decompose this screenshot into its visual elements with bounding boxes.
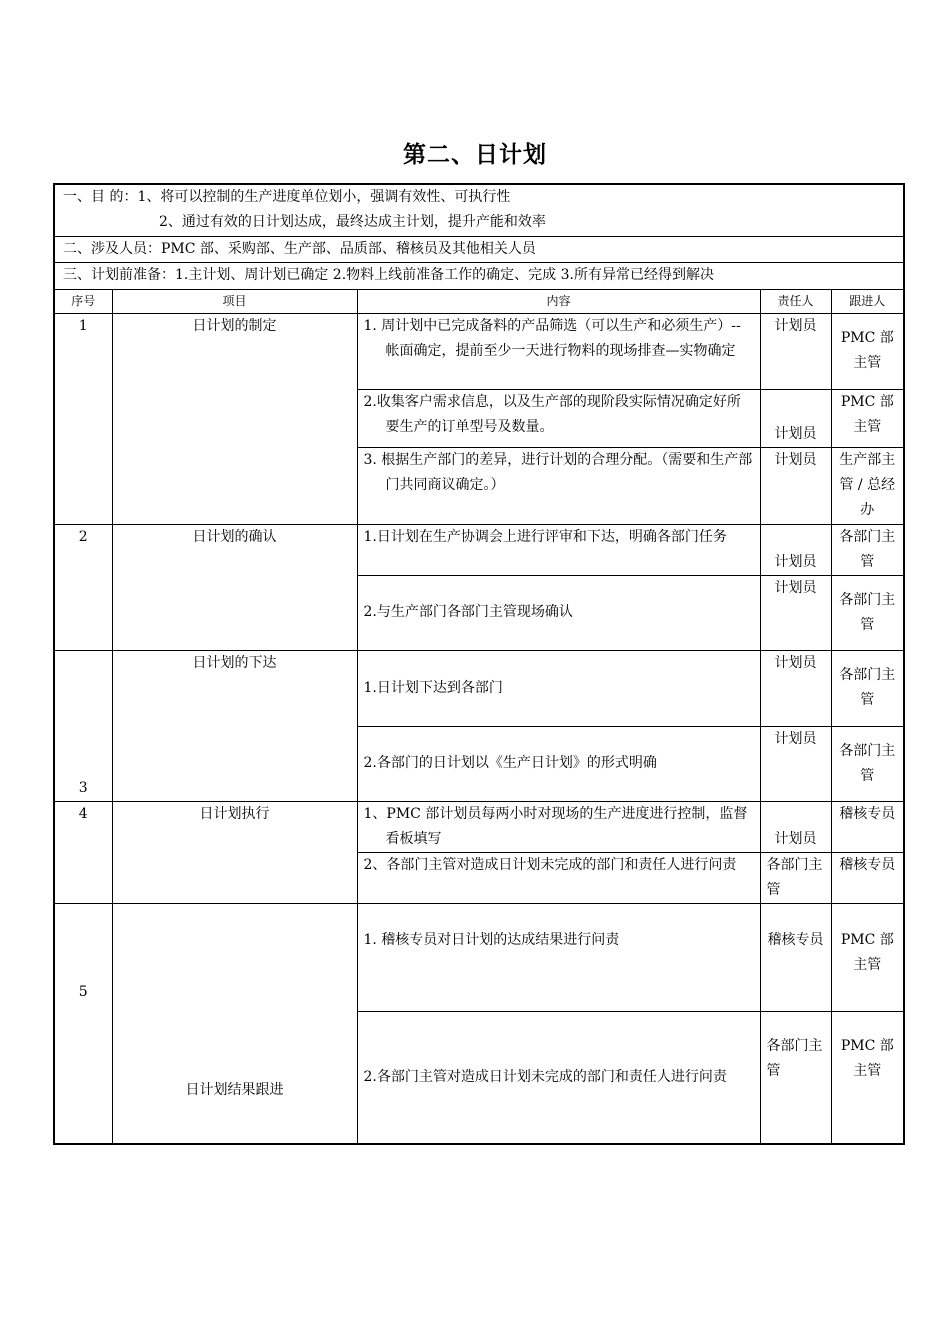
row-follow-up: 各部门主管 <box>831 524 904 575</box>
table-row <box>54 650 904 726</box>
row-follow-up: PMC 部主管 <box>831 903 904 1011</box>
row-seq: 3 <box>54 650 112 801</box>
row-responsible: 计划员 <box>760 313 831 389</box>
row-item: 日计划结果跟进 <box>112 903 357 1144</box>
row-content <box>357 903 760 1011</box>
row-follow-up: 各部门主管 <box>831 650 904 726</box>
row-seq: 1 <box>54 313 112 524</box>
header-item: 项目 <box>112 289 357 313</box>
row-responsible: 计划员 <box>760 389 831 447</box>
row-item: 日计划执行 <box>112 801 357 903</box>
row-follow-up: 稽核专员 <box>831 801 904 852</box>
row-responsible: 计划员 <box>760 650 831 726</box>
row-responsible: 计划员 <box>760 575 831 650</box>
row-follow-up: PMC 部主管 <box>831 1011 904 1144</box>
row-content <box>357 801 760 852</box>
row-content <box>357 389 760 447</box>
row-content <box>357 726 760 801</box>
table-row <box>54 903 904 1011</box>
preparation-cell: 三、计划前准备：1.主计划、周计划已确定 2.物料上线前准备工作的确定、完成 3.所有异常已经得到解决 <box>54 262 904 289</box>
row-content-text: 3. 根据生产部门的差异，进行计划的合理分配。（需要和生产部门共同商议确定。） <box>363 451 753 493</box>
header-seq: 序号 <box>54 289 112 313</box>
personnel-cell: 二、涉及人员：PMC 部、采购部、生产部、品质部、稽核员及其他相关人员 <box>54 236 904 262</box>
row-follow-up: 稽核专员 <box>831 852 904 903</box>
row-content <box>357 852 760 903</box>
row-seq: 4 <box>54 801 112 903</box>
daily-plan-table <box>53 183 905 1145</box>
header-responsible: 责任人 <box>760 289 831 313</box>
header-content: 内容 <box>357 289 760 313</box>
row-responsible: 计划员 <box>760 524 831 575</box>
row-content <box>357 575 760 650</box>
purpose-row <box>54 184 904 236</box>
row-content-text: 2.与生产部门各部门主管现场确认 <box>363 604 573 620</box>
row-seq: 5 <box>54 903 112 1144</box>
personnel-row <box>54 236 904 262</box>
purpose-cell <box>54 184 904 236</box>
row-content-text: 2.各部门的日计划以《生产日计划》的形式明确 <box>363 755 657 771</box>
preparation-row <box>54 262 904 289</box>
row-content-text: 1.日计划下达到各部门 <box>363 679 503 696</box>
row-item: 日计划的下达 <box>112 650 357 801</box>
row-responsible: 计划员 <box>760 801 831 852</box>
row-responsible: 各部门主管 <box>760 1011 831 1144</box>
row-responsible: 稽核专员 <box>760 903 831 1011</box>
table-header-row <box>54 289 904 313</box>
header-follow-up: 跟进人 <box>831 289 904 313</box>
row-seq: 2 <box>54 524 112 650</box>
row-content-text: 1、PMC 部计划员每两小时对现场的生产进度进行控制，监督看板填写 <box>363 805 748 847</box>
row-responsible: 计划员 <box>760 726 831 801</box>
row-content <box>357 447 760 524</box>
row-content <box>357 524 760 575</box>
row-follow-up: PMC 部主管 <box>831 313 904 389</box>
row-content-text: 2.各部门主管对造成日计划未完成的部门和责任人进行问责 <box>363 1068 727 1085</box>
row-content-text: 1. 周计划中已完成备料的产品筛选（可以生产和必须生产）--帐面确定，提前至少一天进行物料的现场排查—实物确定 <box>363 317 741 359</box>
row-content-text: 1.日计划在生产协调会上进行评审和下达，明确各部门任务 <box>363 528 727 545</box>
row-content-text: 1. 稽核专员对日计划的达成结果进行问责 <box>363 931 620 948</box>
table-row <box>54 524 904 575</box>
row-responsible: 各部门主管 <box>760 852 831 903</box>
row-follow-up: 生产部主 管 / 总经办 <box>831 447 904 524</box>
row-item: 日计划的确认 <box>112 524 357 650</box>
row-content-text: 2.收集客户需求信息，以及生产部的现阶段实际情况确定好所要生产的订单型号及数量。 <box>363 393 741 435</box>
page-title: 第二、日计划 <box>403 142 547 168</box>
row-content <box>357 1011 760 1144</box>
table-row <box>54 313 904 389</box>
row-content <box>357 313 760 389</box>
row-item: 日计划的制定 <box>112 313 357 524</box>
row-content-text: 2、各部门主管对造成日计划未完成的部门和责任人进行问责 <box>363 856 737 873</box>
row-follow-up: PMC 部主管 <box>831 389 904 447</box>
row-responsible: 计划员 <box>760 447 831 524</box>
row-follow-up: 各部门主管 <box>831 726 904 801</box>
row-follow-up: 各部门主管 <box>831 575 904 650</box>
purpose-line-2: 2、通过有效的日计划达成，最终达成主计划，提升产能和效率 <box>159 214 546 230</box>
table-row <box>54 801 904 852</box>
purpose-line-1: 一、目 的：1、将可以控制的生产进度单位划小，强调有效性、可执行性 <box>63 189 511 205</box>
row-content <box>357 650 760 726</box>
